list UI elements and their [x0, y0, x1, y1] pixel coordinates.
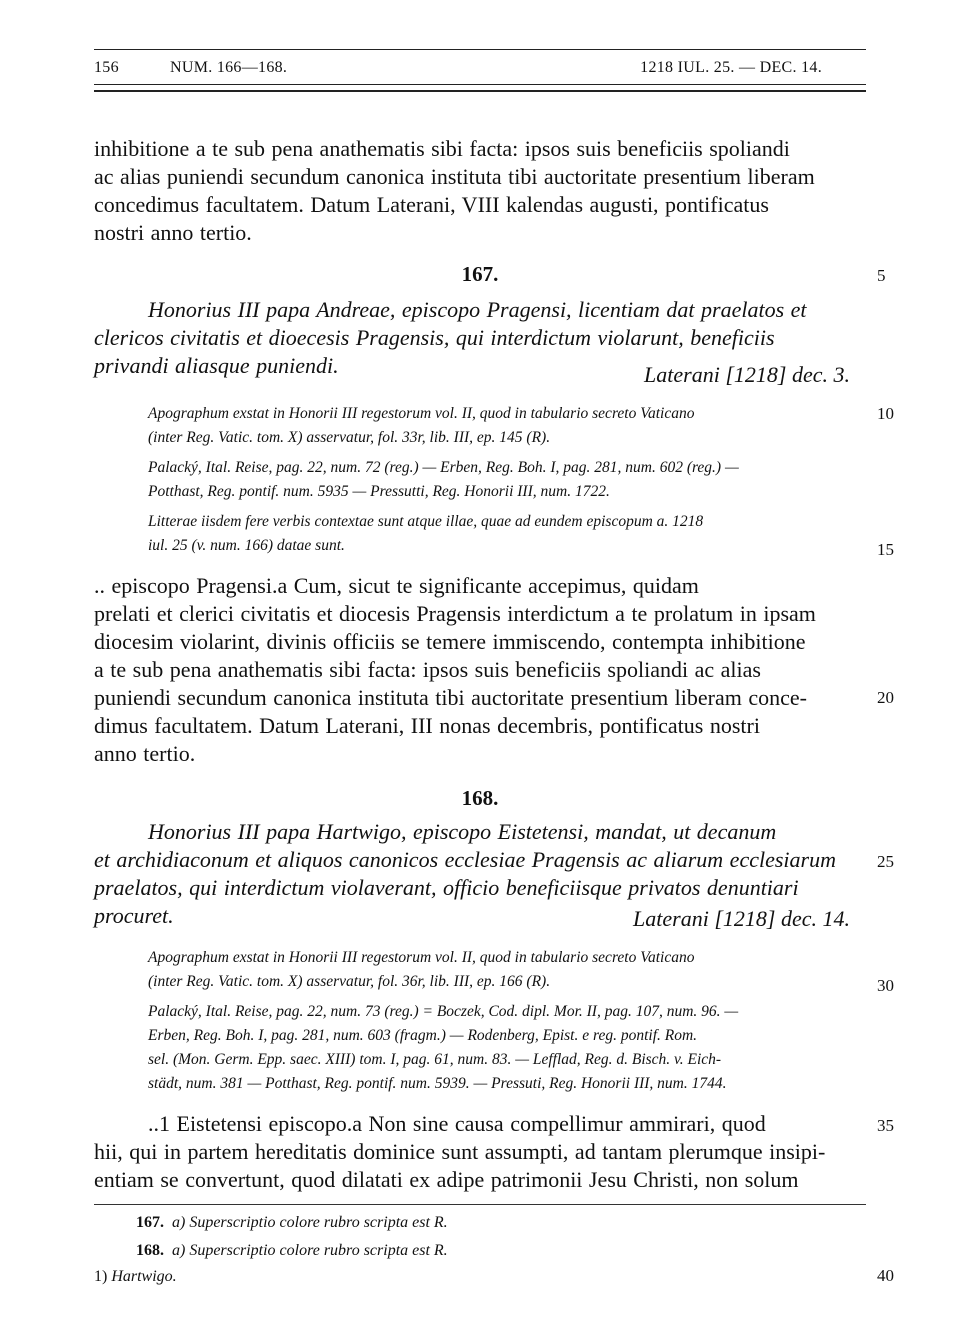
text-line: dimus facultatem. Datum Laterani, III nonas decembris, pontificatus nostri [94, 713, 760, 738]
note-line: (inter Reg. Vatic. tom. X) asservatur, fol. 36r, lib. III, ep. 166 (R). [148, 973, 551, 990]
document-167-date: Laterani [1218] dec. 3. [644, 362, 850, 387]
summary-line: Honorius III papa Hartwigo, episcopo Eistetensi, mandat, ut decanum [148, 819, 777, 844]
note-line: städt, num. 381 — Potthast, Reg. pontif. num. 5939. — Pressuti, Reg. Honorii III, num. 1744. [148, 1075, 727, 1092]
note-line: Apographum exstat in Honorii III regestorum vol. II, quod in tabulario secreto Vaticano [148, 405, 695, 422]
summary-line: praelatos, qui interdictum violaverant, officio beneficiisque privatos denuntiari [94, 875, 799, 900]
text-line: a te sub pena anathematis sibi facta: ipsos suis beneficiis spoliandi ac alias [94, 657, 761, 682]
header-rule [94, 49, 866, 50]
line-number: 15 [877, 540, 894, 559]
text-line: puniendi secundum canonica instituta tibi auctoritate presentium liberam conce- [94, 685, 807, 710]
line-number: 25 [877, 852, 894, 871]
summary-line: privandi aliasque puniendi. [94, 353, 339, 378]
line-number: 40 [877, 1266, 894, 1285]
note-line: Palacký, Ital. Reise, pag. 22, num. 72 (reg.) — Erben, Reg. Boh. I, pag. 281, num. 602 (reg.) — [148, 459, 739, 476]
line-number: 35 [877, 1116, 894, 1135]
text-line: prelati et clerici civitatis et diocesis Pragensis interdictum a te prolatum in ipsam [94, 601, 816, 626]
text-line: hii, qui in partem hereditatis dominice sunt assumpti, ad tantam plerumque insipi- [94, 1139, 826, 1164]
line-number: 20 [877, 688, 894, 707]
document-167-notes [148, 402, 866, 558]
document-167-number: 167. [461, 262, 499, 286]
note-line: (inter Reg. Vatic. tom. X) asservatur, fol. 33r, lib. III, ep. 145 (R). [148, 429, 551, 446]
header-date-range: 1218 IUL. 25. — DEC. 14. [640, 59, 822, 76]
running-header [94, 59, 866, 79]
text-line: ac alias puniendi secundum canonica instituta tibi auctoritate presentium liberam [94, 164, 815, 189]
page-number: 156 [94, 59, 119, 76]
note-line: iul. 25 (v. num. 166) datae sunt. [148, 537, 345, 554]
note-line: Palacký, Ital. Reise, pag. 22, num. 73 (reg.) = Boczek, Cod. dipl. Mor. II, pag. 107, num. 96. — [148, 1003, 739, 1020]
document-168-text [94, 1110, 866, 1194]
footnote-number: 167. [136, 1214, 164, 1231]
footnote-text: a) Superscriptio colore rubro scripta est R. [172, 1214, 448, 1231]
footnote-text: a) Superscriptio colore rubro scripta est R. [172, 1242, 448, 1259]
header-double-rule [94, 84, 866, 92]
line-number: 10 [877, 404, 894, 423]
line-number: 5 [877, 266, 886, 285]
footnote [94, 1268, 177, 1286]
text-line: nostri anno tertio. [94, 220, 252, 245]
document-168-number: 168. [461, 786, 499, 810]
document-167-text [94, 572, 866, 768]
footnote-number: 1) [94, 1268, 108, 1285]
text-line: inhibitione a te sub pena anathematis sibi facta: ipsos suis beneficiis spoliandi [94, 136, 790, 161]
footnote [136, 1242, 448, 1260]
footnote-number: 168. [136, 1242, 164, 1259]
summary-line: procuret. [94, 903, 174, 928]
note-line: Erben, Reg. Boh. I, pag. 281, num. 603 (fragm.) — Rodenberg, Epist. e reg. pontif. Rom. [148, 1027, 698, 1044]
document-168-date: Laterani [1218] dec. 14. [633, 906, 850, 931]
note-line: sel. (Mon. Germ. Epp. saec. XIII) tom. I, pag. 61, num. 83. — Lefflad, Reg. d. Bisch. v. Eich- [148, 1051, 722, 1068]
document-168-notes [148, 946, 866, 1096]
summary-line: clericos civitatis et dioecesis Pragensis, qui interdictum violarunt, beneficiis [94, 325, 775, 350]
previous-document-text [94, 135, 866, 247]
header-numbers: NUM. 166—168. [170, 59, 288, 76]
footnote-text: Hartwigo. [111, 1268, 177, 1285]
note-line: Potthast, Reg. pontif. num. 5935 — Pressutti, Reg. Honorii III, num. 1722. [148, 483, 610, 500]
text-line: concedimus facultatem. Datum Laterani, VIII kalendas augusti, pontificatus [94, 192, 769, 217]
note-line: Litterae iisdem fere verbis contextae sunt atque illae, quae ad eundem episcopum a. 1218 [148, 513, 704, 530]
text-line: anno tertio. [94, 741, 196, 766]
footnote-rule [94, 1204, 866, 1205]
note-line: Apographum exstat in Honorii III regestorum vol. II, quod in tabulario secreto Vaticano [148, 949, 695, 966]
text-line: diocesim violarint, divinis officiis se temere immiscendo, contempta inhibitione [94, 629, 806, 654]
line-number: 30 [877, 976, 894, 995]
footnote [136, 1214, 448, 1232]
text-line: .. episcopo Pragensi.a Cum, sicut te significante accepimus, quidam [94, 573, 699, 598]
summary-line: et archidiaconum et aliquos canonicos ecclesiae Pragensis ac aliarum ecclesiarum [94, 847, 836, 872]
text-line: entiam se convertunt, quod dilatati ex adipe patrimonii Jesu Christi, non solum [94, 1167, 799, 1192]
text-line: ..1 Eistetensi episcopo.a Non sine causa compellimur ammirari, quod [148, 1111, 766, 1136]
summary-line: Honorius III papa Andreae, episcopo Pragensi, licentiam dat praelatos et [148, 297, 807, 322]
